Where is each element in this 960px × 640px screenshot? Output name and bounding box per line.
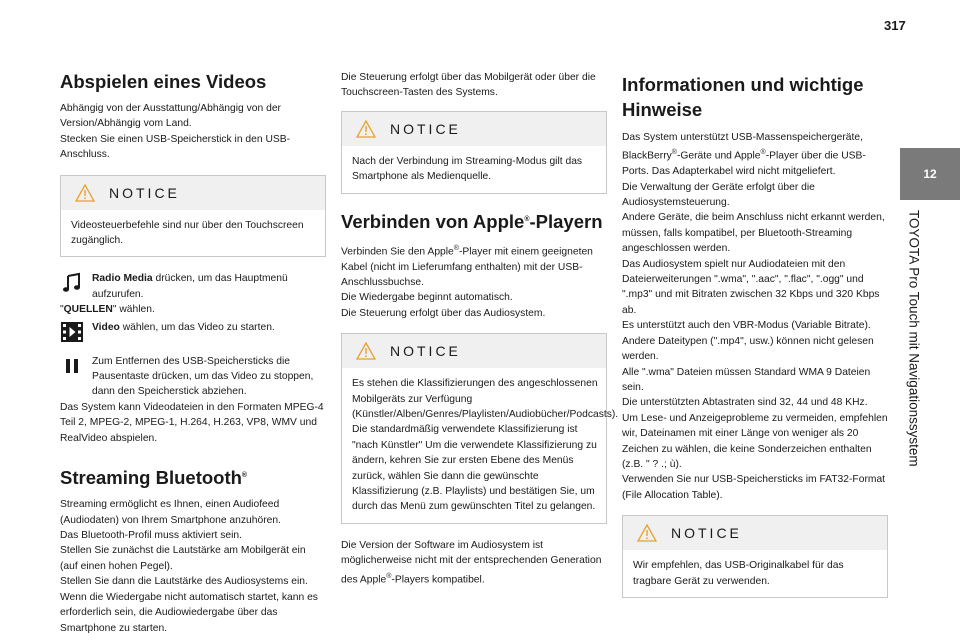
pause-icon	[60, 354, 84, 378]
compatibility-paragraph	[341, 538, 607, 588]
video-instruction	[92, 320, 326, 335]
warning-triangle-icon	[637, 524, 657, 542]
heading-bluetooth-text: Streaming Bluetooth	[60, 467, 242, 489]
info-paragraph-1	[622, 130, 888, 180]
apple-paragraph-2: Die Wiedergabe beginnt automatisch.	[341, 292, 513, 304]
notice-title: NOTICE	[671, 525, 742, 542]
quellen-post: " wählen.	[112, 304, 155, 316]
video-formats: Das System kann Videodateien in den Formaten MPEG-4 Teil 2, MPEG-2, MPEG-1, H.264, H.263, VP8, WMV und RealVideo abspielen.	[60, 401, 324, 444]
instruction-pause	[60, 354, 326, 400]
radio-media-instruction	[92, 271, 326, 302]
heading-apple-post: -Playern	[529, 210, 603, 232]
notice-text-2: Die standardmäßig verwendete Klassifizierung ist "nach Künstler" Um die verwendete Klassifizierung zu ändern, kehren Sie zur ersten Ebene des Menüs zurück, wählen Sie dann die gewünschte Klassifizierung (z.B. Playlists) und bestätigen Sie, um durch das Menü zum gewünschten Titel zu gelangen.	[352, 424, 597, 513]
bluetooth-paragraph-1: Streaming ermöglicht es Ihnen, einen Audiofeed (Audiodaten) von Ihrem Smartphone anzuhören.	[60, 499, 281, 526]
notice-text-1: Es stehen die Klassifizierungen des angeschlossenen Mobilgeräts zur Verfügung (Künstler/Alben/Genres/Playlisten/Audiobücher/Podcasts).	[352, 378, 619, 421]
music-note-icon	[60, 271, 84, 295]
bluetooth-paragraph-4: Stellen Sie dann die Lautstärke des Audiosystems ein.	[60, 576, 308, 588]
apple-text-1b: -Player mit einem geeigneten Kabel (nicht im Lieferumfang enthalten) mit der USB-Anschlussbuchse.	[341, 246, 593, 289]
warning-triangle-icon	[356, 342, 376, 360]
warning-triangle-icon	[356, 120, 376, 138]
compat-text-a: Die Version der Software im Audiosystem ist möglicherweise nicht mit der entsprechenden Generation des Apple	[341, 539, 602, 586]
notice-header	[61, 176, 325, 210]
notice-header	[623, 516, 887, 550]
registered-mark: ®	[524, 215, 530, 223]
registered-mark: ®	[671, 149, 677, 157]
warning-triangle-icon	[75, 184, 95, 202]
heading-info-line-1: Informationen und wichtige	[622, 74, 864, 95]
heading-info-line-2: Hinweise	[622, 99, 703, 120]
column-1	[60, 70, 326, 636]
notice-box-classification	[341, 333, 619, 524]
heading-apple-text: Verbinden von Apple	[341, 210, 525, 232]
info-paragraph-4: Das Audiosystem spielt nur Audiodateien mit den Dateierweiterungen ".wma", ".aac", ".flac", ".ogg" und ".mp3" und mit Bitraten zwischen 32 Kbps und 320 Kbps ab.	[622, 258, 880, 316]
notice-header	[342, 112, 606, 146]
instruction-video	[60, 320, 326, 344]
video-label: Video	[92, 321, 120, 333]
apple-text-1a: Verbinden Sie den Apple	[341, 246, 454, 258]
heading-info	[622, 72, 888, 122]
apple-paragraph-3: Die Steuerung erfolgt über das Audiosystem.	[341, 307, 546, 319]
video-text: wählen, um das Video zu starten.	[119, 321, 275, 333]
quellen-instruction	[60, 302, 326, 317]
pause-instruction: Zum Entfernen des USB-Speichersticks die Pausentaste drücken, um das Video zu stoppen, dann den Speicherstick abziehen.	[92, 355, 314, 398]
info-paragraph-5: Es unterstützt auch den VBR-Modus (Variable Bitrate).	[622, 320, 871, 332]
notice-title: NOTICE	[390, 120, 461, 137]
chapter-title-text: TOYOTA Pro Touch mit Navigationssystem	[906, 210, 922, 467]
registered-mark: ®	[453, 244, 459, 252]
apple-paragraph-1	[341, 241, 607, 291]
control-paragraph: Die Steuerung erfolgt über das Mobilgerät oder über die Touchscreen-Tasten des Systems.	[341, 72, 596, 99]
quellen-pre: "	[60, 304, 64, 316]
instruction-radio-media	[60, 271, 326, 302]
chapter-tab: 12	[900, 148, 960, 200]
info-1c: -Player über die USB-Ports. Das Adapterkabel wird nicht mitgeliefert.	[622, 150, 866, 178]
notice-text	[342, 368, 619, 523]
heading-video: Abspielen eines Videos	[60, 71, 267, 92]
info-paragraph-7: Alle ".wma" Dateien müssen Standard WMA 9 Dateien sein.	[622, 366, 871, 393]
video-paragraph-1: Abhängig von der Ausstattung/Abhängig von der Version/Abhängig vom Land.	[60, 103, 281, 130]
notice-box-video	[60, 175, 326, 258]
bluetooth-paragraph-5: Wenn die Wiedergabe nicht automatisch startet, kann es erforderlich sein, die Audiowiedergabe über das Smartphone zu starten.	[60, 591, 318, 634]
info-1a: Das System unterstützt USB-Massenspeichergeräte, BlackBerry	[622, 132, 863, 162]
info-paragraph-3: Andere Geräte, die beim Anschluss nicht erkannt werden, müssen, falls kompatibel, per Bluetooth-Streaming angeschlossen werden.	[622, 212, 885, 255]
chapter-title	[894, 210, 934, 500]
info-1b: -Geräte und Apple	[676, 150, 761, 162]
radio-media-label: Radio Media	[92, 273, 153, 285]
notice-text: Nach der Verbindung im Streaming-Modus gilt das Smartphone als Medienquelle.	[352, 155, 583, 183]
notice-text: Wir empfehlen, das USB-Originalkabel für das tragbare Gerät zu verwenden.	[633, 560, 844, 587]
notice-text: Videosteuerbefehle sind nur über den Touchscreen zugänglich.	[71, 219, 304, 247]
info-paragraph-10: Verwenden Sie nur USB-Speichersticks im FAT32-Format (File Allocation Table).	[622, 474, 886, 501]
bluetooth-paragraph-2: Das Bluetooth-Profil muss aktiviert sein.	[60, 530, 242, 542]
notice-box-streaming	[341, 111, 607, 194]
info-paragraph-6: Andere Dateitypen (".mp4", usw.) können nicht gelesen werden.	[622, 335, 874, 363]
registered-mark: ®	[386, 572, 392, 580]
column-2	[341, 70, 619, 588]
notice-box-cable	[622, 515, 888, 598]
radio-media-text: drücken, um das Hauptmenü aufzurufen.	[92, 273, 288, 300]
page-number: 317	[884, 18, 906, 33]
info-paragraph-9: Um Lese- und Anzeigeprobleme zu vermeiden, empfehlen wir, Dateinamen mit einer Länge von weniger als 20 Zeichen zu wählen, die keine Sonderzeichen enthalten (z.B. " ? .; ù).	[622, 412, 888, 470]
heading-apple	[341, 208, 607, 233]
info-paragraph-2: Die Verwaltung der Geräte erfolgt über die Audiosystemsteuerung.	[622, 181, 815, 209]
video-paragraph-2: Stecken Sie einen USB-Speicherstick in den USB-Anschluss.	[60, 133, 291, 161]
heading-bluetooth	[60, 464, 326, 489]
bluetooth-paragraph-3: Stellen Sie zunächst die Lautstärke am Mobilgerät ein (auf einen hohen Pegel).	[60, 545, 306, 572]
notice-title: NOTICE	[390, 343, 461, 360]
compat-text-b: -Players kompatibel.	[391, 574, 485, 586]
registered-mark: ®	[241, 472, 248, 480]
notice-header	[342, 334, 606, 368]
notice-title: NOTICE	[109, 184, 180, 201]
quellen-label: QUELLEN	[63, 304, 113, 316]
column-3	[622, 70, 888, 612]
registered-mark: ®	[760, 149, 766, 157]
info-paragraph-8: Die unterstützten Abtastraten sind 32, 44 und 48 KHz.	[622, 397, 868, 409]
film-strip-icon	[60, 320, 84, 344]
